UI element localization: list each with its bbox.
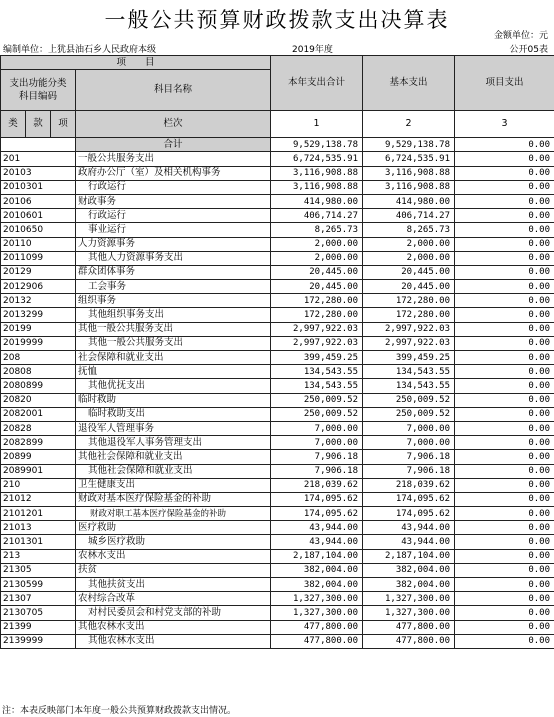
row-total: 477,800.00 xyxy=(271,634,363,648)
row-total: 218,039.62 xyxy=(271,478,363,492)
row-subject-name: 其他农林水支出 xyxy=(76,620,271,634)
row-total: 2,187,104.00 xyxy=(271,549,363,563)
header-index-3: 3 xyxy=(455,111,554,138)
row-project: 0.00 xyxy=(455,209,554,223)
row-basic: 218,039.62 xyxy=(363,478,455,492)
row-subject-name: 其他社会保障和就业支出 xyxy=(76,450,271,464)
row-code: 20828 xyxy=(1,421,76,435)
row-subject-name: 人力资源事务 xyxy=(76,237,271,251)
row-code: 2101301 xyxy=(1,535,76,549)
header-col-project: 项目支出 xyxy=(455,56,554,111)
row-project: 0.00 xyxy=(455,634,554,648)
row-basic: 7,906.18 xyxy=(363,464,455,478)
table-row xyxy=(1,180,554,194)
table-row xyxy=(1,620,554,634)
table-row xyxy=(1,152,554,166)
total-label: 合计 xyxy=(76,138,271,152)
table-row xyxy=(1,421,554,435)
row-basic: 7,906.18 xyxy=(363,450,455,464)
row-subject-name: 临时救助 xyxy=(76,393,271,407)
row-total: 1,327,300.00 xyxy=(271,592,363,606)
total-amount: 9,529,138.78 xyxy=(271,138,363,152)
row-project: 0.00 xyxy=(455,592,554,606)
row-basic: 174,095.62 xyxy=(363,507,455,521)
row-code: 2010601 xyxy=(1,209,76,223)
row-project: 0.00 xyxy=(455,450,554,464)
table-row xyxy=(1,563,554,577)
row-subject-name: 农林水支出 xyxy=(76,549,271,563)
row-code: 2013299 xyxy=(1,308,76,322)
row-code: 2011099 xyxy=(1,251,76,265)
row-subject-name: 扶贫 xyxy=(76,563,271,577)
row-project: 0.00 xyxy=(455,280,554,294)
table-row xyxy=(1,578,554,592)
row-code: 2139999 xyxy=(1,634,76,648)
row-project: 0.00 xyxy=(455,620,554,634)
row-basic: 2,997,922.03 xyxy=(363,322,455,336)
row-total: 7,906.18 xyxy=(271,464,363,478)
row-project: 0.00 xyxy=(455,322,554,336)
header-lei: 类 xyxy=(1,111,26,138)
row-code: 20129 xyxy=(1,265,76,279)
row-total: 174,095.62 xyxy=(271,492,363,506)
header-lanci: 栏次 xyxy=(76,111,271,138)
row-code: 213 xyxy=(1,549,76,563)
row-basic: 2,000.00 xyxy=(363,251,455,265)
row-total: 2,000.00 xyxy=(271,251,363,265)
row-project: 0.00 xyxy=(455,578,554,592)
row-project: 0.00 xyxy=(455,478,554,492)
row-project: 0.00 xyxy=(455,365,554,379)
row-project: 0.00 xyxy=(455,549,554,563)
row-project: 0.00 xyxy=(455,379,554,393)
row-total: 43,944.00 xyxy=(271,535,363,549)
row-basic: 7,000.00 xyxy=(363,436,455,450)
header-index-2: 2 xyxy=(363,111,455,138)
table-row xyxy=(1,322,554,336)
row-subject-name: 其他农林水支出 xyxy=(76,634,271,648)
row-code: 2101201 xyxy=(1,507,76,521)
row-code: 20110 xyxy=(1,237,76,251)
table-row xyxy=(1,450,554,464)
row-basic: 477,800.00 xyxy=(363,634,455,648)
row-total: 7,000.00 xyxy=(271,436,363,450)
table-row xyxy=(1,265,554,279)
table-row xyxy=(1,223,554,237)
row-total: 399,459.25 xyxy=(271,351,363,365)
row-basic: 43,944.00 xyxy=(363,521,455,535)
amount-unit: 金额单位：元 xyxy=(493,31,548,41)
row-basic: 2,187,104.00 xyxy=(363,549,455,563)
row-project: 0.00 xyxy=(455,180,554,194)
row-code: 21013 xyxy=(1,521,76,535)
row-subject-name: 事业运行 xyxy=(76,223,271,237)
table-row xyxy=(1,464,554,478)
row-basic: 1,327,300.00 xyxy=(363,592,455,606)
table-row xyxy=(1,166,554,180)
table-row xyxy=(1,521,554,535)
row-code: 20103 xyxy=(1,166,76,180)
row-project: 0.00 xyxy=(455,421,554,435)
table-row xyxy=(1,294,554,308)
row-total: 3,116,908.88 xyxy=(271,166,363,180)
row-subject-name: 退役军人管理事务 xyxy=(76,421,271,435)
table-row xyxy=(1,280,554,294)
table-row xyxy=(1,194,554,208)
header-xiangmu: 项 目 xyxy=(1,56,271,70)
row-basic: 6,724,535.91 xyxy=(363,152,455,166)
row-total: 382,004.00 xyxy=(271,563,363,577)
table-row xyxy=(1,549,554,563)
table-row xyxy=(1,634,554,648)
row-total: 134,543.55 xyxy=(271,379,363,393)
row-basic: 250,009.52 xyxy=(363,393,455,407)
row-subject-name: 组织事务 xyxy=(76,294,271,308)
row-subject-name: 其他一般公共服务支出 xyxy=(76,322,271,336)
header-func-code: 支出功能分类 科目编码 xyxy=(1,70,76,111)
row-subject-name: 财政事务 xyxy=(76,194,271,208)
row-project: 0.00 xyxy=(455,521,554,535)
row-basic: 172,280.00 xyxy=(363,294,455,308)
row-total: 134,543.55 xyxy=(271,365,363,379)
total-project: 0.00 xyxy=(455,138,554,152)
header-index-1: 1 xyxy=(271,111,363,138)
table-row xyxy=(1,365,554,379)
table-row xyxy=(1,379,554,393)
row-code: 2130599 xyxy=(1,578,76,592)
row-code: 20808 xyxy=(1,365,76,379)
row-basic: 3,116,908.88 xyxy=(363,166,455,180)
table-row xyxy=(1,209,554,223)
table-row xyxy=(1,592,554,606)
table-row xyxy=(1,351,554,365)
row-total: 43,944.00 xyxy=(271,521,363,535)
row-code: 2089901 xyxy=(1,464,76,478)
row-project: 0.00 xyxy=(455,152,554,166)
row-total: 8,265.73 xyxy=(271,223,363,237)
row-total: 6,724,535.91 xyxy=(271,152,363,166)
row-project: 0.00 xyxy=(455,351,554,365)
row-project: 0.00 xyxy=(455,336,554,350)
row-total: 7,000.00 xyxy=(271,421,363,435)
row-subject-name: 工会事务 xyxy=(76,280,271,294)
row-basic: 382,004.00 xyxy=(363,578,455,592)
row-project: 0.00 xyxy=(455,563,554,577)
header-kuan: 款 xyxy=(26,111,51,138)
row-code: 2019999 xyxy=(1,336,76,350)
row-basic: 174,095.62 xyxy=(363,492,455,506)
table-row xyxy=(1,308,554,322)
row-basic: 399,459.25 xyxy=(363,351,455,365)
header-col-total: 本年支出合计 xyxy=(271,56,363,111)
row-basic: 406,714.27 xyxy=(363,209,455,223)
org-label: 编制单位：上犹县油石乡人民政府本级 xyxy=(3,45,157,55)
row-basic: 250,009.52 xyxy=(363,407,455,421)
row-basic: 172,280.00 xyxy=(363,308,455,322)
row-code: 20899 xyxy=(1,450,76,464)
form-number: 公开05表 xyxy=(509,45,548,55)
row-total: 174,095.62 xyxy=(271,507,363,521)
row-project: 0.00 xyxy=(455,237,554,251)
row-project: 0.00 xyxy=(455,393,554,407)
row-subject-name: 财政对职工基本医疗保险基金的补助 xyxy=(76,507,271,521)
row-project: 0.00 xyxy=(455,436,554,450)
row-basic: 2,997,922.03 xyxy=(363,336,455,350)
table-row xyxy=(1,436,554,450)
row-basic: 8,265.73 xyxy=(363,223,455,237)
header-xiang: 项 xyxy=(51,111,76,138)
row-total: 2,997,922.03 xyxy=(271,336,363,350)
row-subject-name: 其他优抚支出 xyxy=(76,379,271,393)
row-code: 201 xyxy=(1,152,76,166)
table-row xyxy=(1,492,554,506)
row-total: 20,445.00 xyxy=(271,265,363,279)
row-total: 250,009.52 xyxy=(271,407,363,421)
row-basic: 382,004.00 xyxy=(363,563,455,577)
row-total: 172,280.00 xyxy=(271,308,363,322)
header-subject-name: 科目名称 xyxy=(76,70,271,111)
row-subject-name: 城乡医疗救助 xyxy=(76,535,271,549)
total-code-cell xyxy=(1,138,76,152)
row-total: 20,445.00 xyxy=(271,280,363,294)
row-code: 21012 xyxy=(1,492,76,506)
row-code: 21399 xyxy=(1,620,76,634)
row-project: 0.00 xyxy=(455,507,554,521)
row-code: 20106 xyxy=(1,194,76,208)
row-code: 21305 xyxy=(1,563,76,577)
row-code: 2080899 xyxy=(1,379,76,393)
row-code: 20199 xyxy=(1,322,76,336)
row-project: 0.00 xyxy=(455,223,554,237)
row-subject-name: 其他社会保障和就业支出 xyxy=(76,464,271,478)
expenditure-table xyxy=(0,55,554,649)
row-basic: 1,327,300.00 xyxy=(363,606,455,620)
row-basic: 20,445.00 xyxy=(363,265,455,279)
row-total: 477,800.00 xyxy=(271,620,363,634)
row-total: 406,714.27 xyxy=(271,209,363,223)
row-basic: 477,800.00 xyxy=(363,620,455,634)
row-subject-name: 行政运行 xyxy=(76,180,271,194)
row-subject-name: 一般公共服务支出 xyxy=(76,152,271,166)
row-project: 0.00 xyxy=(455,265,554,279)
total-basic: 9,529,138.78 xyxy=(363,138,455,152)
row-subject-name: 其他人力资源事务支出 xyxy=(76,251,271,265)
row-project: 0.00 xyxy=(455,194,554,208)
table-row xyxy=(1,606,554,620)
row-code: 2082001 xyxy=(1,407,76,421)
row-total: 250,009.52 xyxy=(271,393,363,407)
row-subject-name: 抚恤 xyxy=(76,365,271,379)
row-subject-name: 卫生健康支出 xyxy=(76,478,271,492)
row-subject-name: 政府办公厅（室）及相关机构事务 xyxy=(76,166,271,180)
row-project: 0.00 xyxy=(455,606,554,620)
report-title: 一般公共预算财政拨款支出决算表 xyxy=(104,8,450,32)
table-row xyxy=(1,251,554,265)
row-project: 0.00 xyxy=(455,166,554,180)
row-code: 208 xyxy=(1,351,76,365)
row-code: 21307 xyxy=(1,592,76,606)
year-label: 2019年度 xyxy=(292,45,333,55)
row-subject-name: 其他退役军人事务管理支出 xyxy=(76,436,271,450)
header-col-basic: 基本支出 xyxy=(363,56,455,111)
row-subject-name: 其他一般公共服务支出 xyxy=(76,336,271,350)
row-project: 0.00 xyxy=(455,294,554,308)
row-code: 2010650 xyxy=(1,223,76,237)
row-project: 0.00 xyxy=(455,535,554,549)
row-subject-name: 对村民委员会和村党支部的补助 xyxy=(76,606,271,620)
row-total: 2,000.00 xyxy=(271,237,363,251)
row-code: 2010301 xyxy=(1,180,76,194)
row-basic: 134,543.55 xyxy=(363,379,455,393)
table-row xyxy=(1,336,554,350)
row-project: 0.00 xyxy=(455,308,554,322)
row-code: 20132 xyxy=(1,294,76,308)
row-project: 0.00 xyxy=(455,492,554,506)
row-project: 0.00 xyxy=(455,407,554,421)
row-basic: 414,980.00 xyxy=(363,194,455,208)
row-basic: 2,000.00 xyxy=(363,237,455,251)
table-note: 注：本表反映部门本年度一般公共预算财政拨款支出情况。 xyxy=(2,706,237,716)
row-subject-name: 其他扶贫支出 xyxy=(76,578,271,592)
row-total: 172,280.00 xyxy=(271,294,363,308)
table-row xyxy=(1,535,554,549)
row-code: 210 xyxy=(1,478,76,492)
table-row xyxy=(1,393,554,407)
row-code: 2012906 xyxy=(1,280,76,294)
row-basic: 3,116,908.88 xyxy=(363,180,455,194)
row-subject-name: 社会保障和就业支出 xyxy=(76,351,271,365)
row-subject-name: 临时救助支出 xyxy=(76,407,271,421)
row-total: 1,327,300.00 xyxy=(271,606,363,620)
table-row xyxy=(1,237,554,251)
row-subject-name: 群众团体事务 xyxy=(76,265,271,279)
row-subject-name: 行政运行 xyxy=(76,209,271,223)
row-project: 0.00 xyxy=(455,251,554,265)
row-subject-name: 农村综合改革 xyxy=(76,592,271,606)
row-subject-name: 医疗救助 xyxy=(76,521,271,535)
row-subject-name: 财政对基本医疗保险基金的补助 xyxy=(76,492,271,506)
row-total: 2,997,922.03 xyxy=(271,322,363,336)
row-basic: 7,000.00 xyxy=(363,421,455,435)
row-total: 382,004.00 xyxy=(271,578,363,592)
row-subject-name: 其他组织事务支出 xyxy=(76,308,271,322)
row-code: 2130705 xyxy=(1,606,76,620)
row-total: 7,906.18 xyxy=(271,450,363,464)
row-code: 2082899 xyxy=(1,436,76,450)
row-project: 0.00 xyxy=(455,464,554,478)
row-total: 414,980.00 xyxy=(271,194,363,208)
table-row xyxy=(1,407,554,421)
row-basic: 134,543.55 xyxy=(363,365,455,379)
row-code: 20820 xyxy=(1,393,76,407)
row-basic: 20,445.00 xyxy=(363,280,455,294)
row-total: 3,116,908.88 xyxy=(271,180,363,194)
table-row xyxy=(1,507,554,521)
table-row xyxy=(1,478,554,492)
row-basic: 43,944.00 xyxy=(363,535,455,549)
